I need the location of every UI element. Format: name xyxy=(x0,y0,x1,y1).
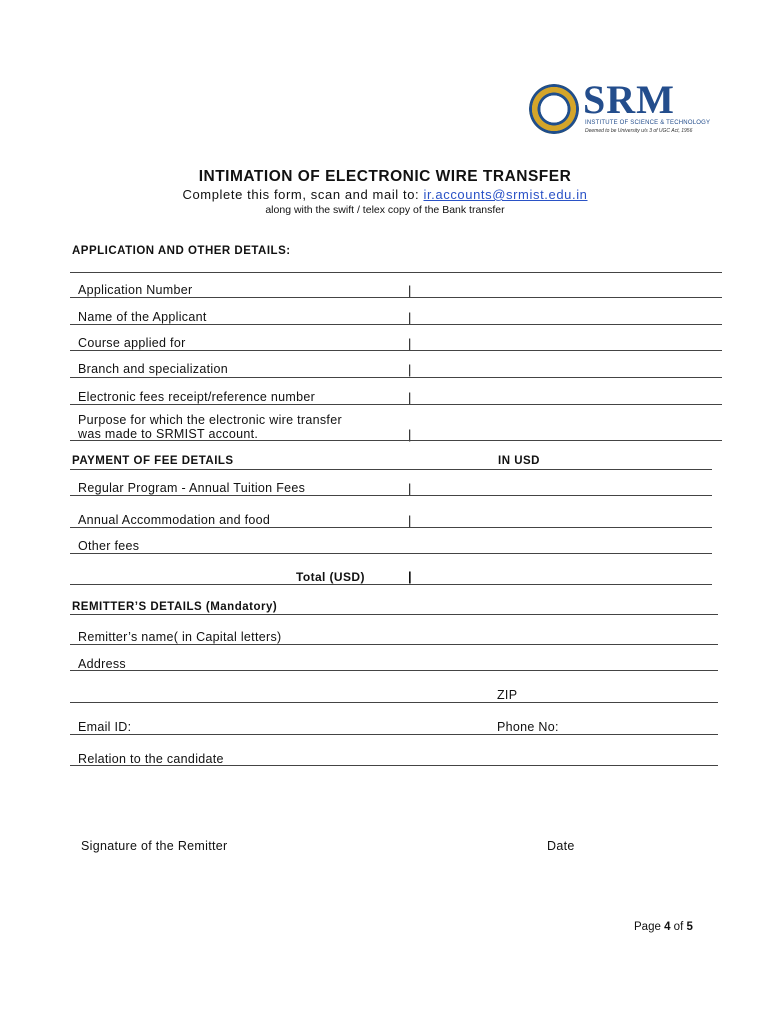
receipt-number-line[interactable] xyxy=(70,404,722,405)
field-separator: | xyxy=(408,283,412,298)
purpose-line[interactable] xyxy=(70,440,722,441)
other-fees-line[interactable] xyxy=(70,553,712,554)
course-label: Course applied for xyxy=(78,336,186,350)
remitter-name-line[interactable] xyxy=(70,644,718,645)
field-separator: | xyxy=(408,310,412,325)
date-label: Date xyxy=(547,839,575,853)
address-label: Address xyxy=(78,657,126,671)
relation-line[interactable] xyxy=(70,765,718,766)
logo-deemed-line: Deemed to be University u/s 3 of UGC Act, 1956 xyxy=(585,128,693,134)
address-zip-line[interactable] xyxy=(70,702,718,703)
signature-label: Signature of the Remitter xyxy=(81,839,228,853)
current-page: 4 xyxy=(664,921,671,933)
field-separator: | xyxy=(408,427,412,442)
university-seal-icon xyxy=(529,84,579,134)
branch-label: Branch and specialization xyxy=(78,362,228,376)
zip-label: ZIP xyxy=(497,688,518,702)
form-title: INTIMATION OF ELECTRONIC WIRE TRANSFER xyxy=(198,168,572,185)
field-separator: | xyxy=(408,336,412,351)
payment-heading: PAYMENT OF FEE DETAILS xyxy=(72,455,234,467)
field-separator: | xyxy=(408,390,412,405)
of-word: of xyxy=(673,921,684,933)
remitter-name-label: Remitter’s name( in Capital letters) xyxy=(78,630,282,644)
divider xyxy=(70,469,712,470)
swift-note: along with the swift / telex copy of the Bank transfer xyxy=(265,204,505,216)
relation-label: Relation to the candidate xyxy=(78,752,224,766)
logo-institute-line: INSTITUTE OF SCIENCE & TECHNOLOGY xyxy=(585,120,711,126)
field-separator: | xyxy=(408,481,412,496)
field-separator: | xyxy=(408,362,412,377)
applicant-name-line[interactable] xyxy=(70,324,722,325)
receipt-number-label: Electronic fees receipt/reference number xyxy=(78,390,316,404)
course-line[interactable] xyxy=(70,350,722,351)
divider xyxy=(70,614,718,615)
total-line[interactable] xyxy=(70,584,712,585)
other-fees-label: Other fees xyxy=(78,539,140,553)
field-separator: | xyxy=(408,513,412,528)
application-number-label: Application Number xyxy=(78,283,193,297)
tuition-fees-label: Regular Program - Annual Tuition Fees xyxy=(78,481,306,495)
email-link[interactable]: ir.accounts@srmist.edu.in xyxy=(423,187,588,202)
application-number-line[interactable] xyxy=(70,297,722,298)
email-phone-line[interactable] xyxy=(70,734,718,735)
instruction-text: Complete this form, scan and mail to: xyxy=(182,187,420,202)
phone-label: Phone No: xyxy=(497,720,559,734)
branch-line[interactable] xyxy=(70,377,722,378)
accommodation-label: Annual Accommodation and food xyxy=(78,513,271,527)
applicant-name-label: Name of the Applicant xyxy=(78,310,207,324)
divider xyxy=(70,272,722,273)
currency-heading: IN USD xyxy=(498,455,540,467)
remitter-heading: REMITTER’S DETAILS (Mandatory) xyxy=(72,601,278,613)
total-label: Total (USD) xyxy=(296,570,365,584)
purpose-label-line2: was made to SRMIST account. xyxy=(78,427,259,441)
page-word: Page xyxy=(634,921,661,933)
total-pages: 5 xyxy=(686,921,693,933)
purpose-label-line1: Purpose for which the electronic wire transfer xyxy=(78,413,342,427)
email-label: Email ID: xyxy=(78,720,132,734)
address-line[interactable] xyxy=(70,670,718,671)
field-separator: | xyxy=(408,569,412,584)
application-heading: APPLICATION AND OTHER DETAILS: xyxy=(72,245,291,257)
srm-logo xyxy=(529,77,711,142)
mail-instruction xyxy=(0,187,770,202)
accommodation-line[interactable] xyxy=(70,527,712,528)
page-number xyxy=(634,921,693,933)
logo-brand: SRM xyxy=(583,77,675,122)
tuition-fees-line[interactable] xyxy=(70,495,712,496)
